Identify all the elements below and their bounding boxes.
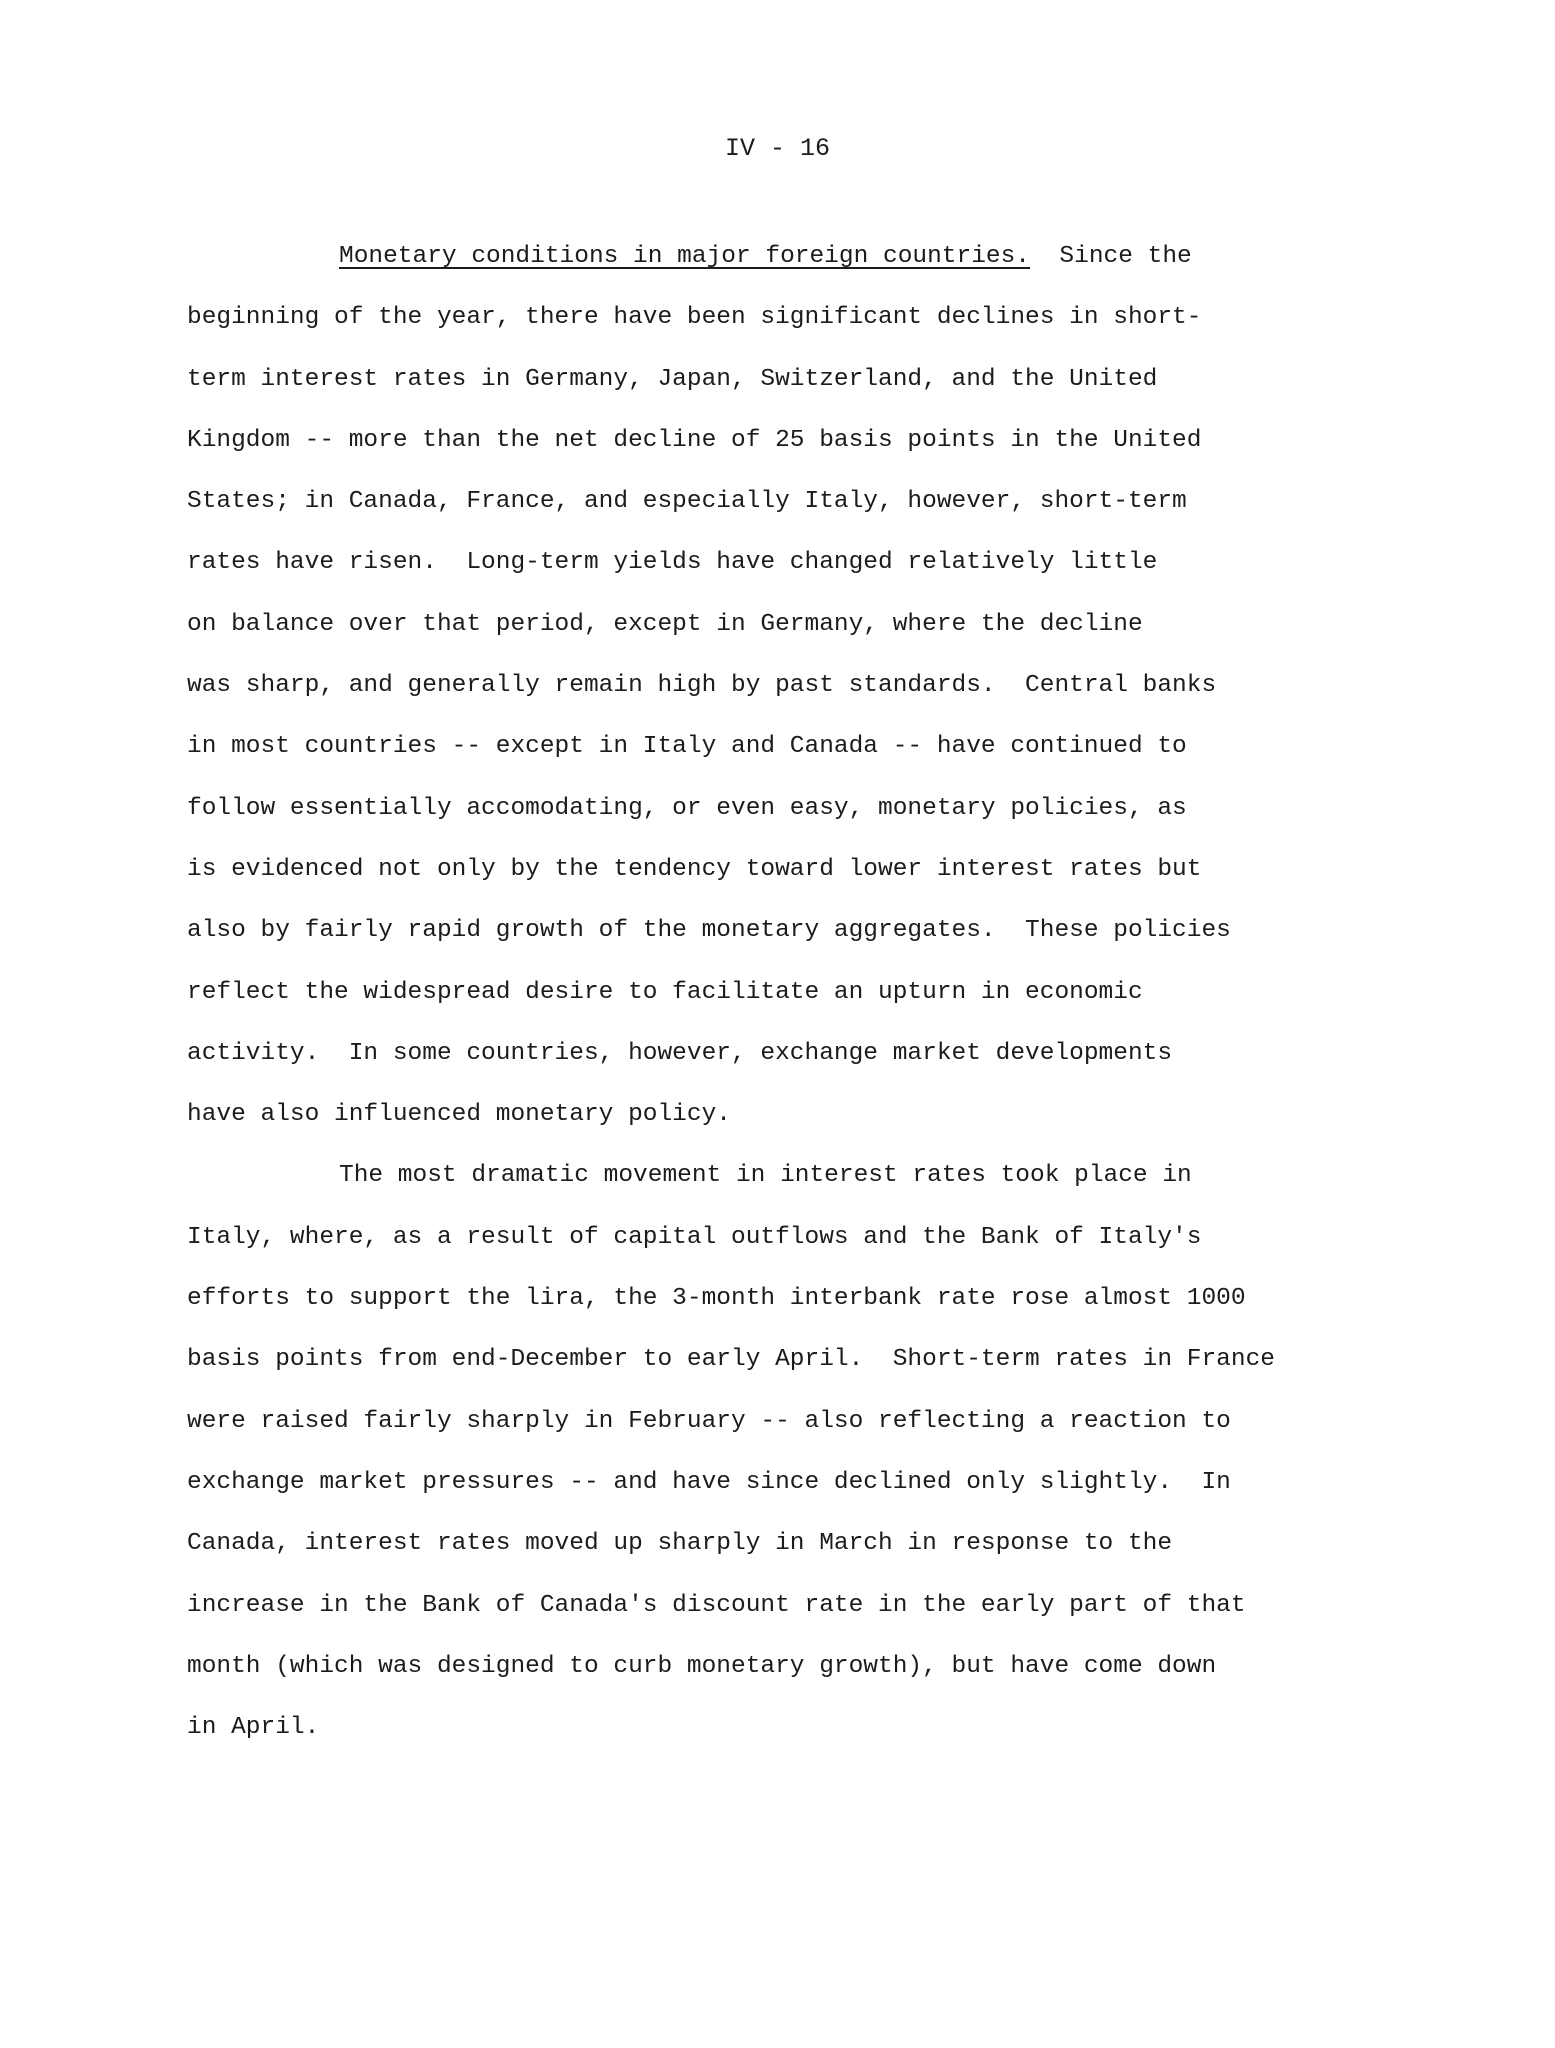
- text-line: Italy, where, as a result of capital outflows and the Bank of Italy's: [187, 1223, 1202, 1251]
- text-line: also by fairly rapid growth of the monetary aggregates. These policies: [187, 917, 1231, 945]
- text-line: exchange market pressures -- and have since declined only slightly. In: [187, 1468, 1231, 1496]
- page-number: IV - 16: [724, 134, 831, 163]
- text-line: have also influenced monetary policy.: [187, 1101, 731, 1129]
- text-line: States; in Canada, France, and especially Italy, however, short-term: [187, 488, 1187, 516]
- text-line: month (which was designed to curb monetary growth), but have come down: [187, 1652, 1217, 1680]
- text-line: in April.: [187, 1714, 320, 1742]
- text-line: activity. In some countries, however, exchange market developments: [187, 1039, 1173, 1067]
- text-line: is evidenced not only by the tendency toward lower interest rates but: [187, 855, 1202, 883]
- text-line: was sharp, and generally remain high by past standards. Central banks: [187, 672, 1217, 700]
- text-line: basis points from end-December to early April. Short-term rates in France: [187, 1346, 1275, 1374]
- text-line: term interest rates in Germany, Japan, Switzerland, and the United: [187, 365, 1158, 393]
- text-line: on balance over that period, except in Germany, where the decline: [187, 610, 1143, 638]
- text-line: were raised fairly sharply in February -- also reflecting a reaction to: [187, 1407, 1231, 1435]
- text-line: rates have risen. Long-term yields have changed relatively little: [187, 549, 1158, 577]
- paragraph-interest-rate-movements: [187, 1145, 1387, 1758]
- text-line: follow essentially accomodating, or even easy, monetary policies, as: [187, 794, 1187, 822]
- text-line: in most countries -- except in Italy and Canada -- have continued to: [187, 733, 1187, 761]
- paragraph-monetary-conditions: [187, 226, 1387, 1145]
- text-line: Since the: [1030, 243, 1192, 270]
- paragraph-first-line: The most dramatic movement in interest rates took place in: [339, 1162, 1192, 1190]
- section-heading: Monetary conditions in major foreign countries.: [339, 243, 1031, 270]
- paragraph-first-line: [187, 226, 1387, 287]
- text-line: beginning of the year, there have been significant declines in short-: [187, 304, 1202, 332]
- text-line: reflect the widespread desire to facilitate an upturn in economic: [187, 978, 1143, 1006]
- body-text: [187, 226, 1387, 1758]
- text-line: efforts to support the lira, the 3-month interbank rate rose almost 1000: [187, 1285, 1246, 1313]
- text-line: increase in the Bank of Canada's discount rate in the early part of that: [187, 1591, 1246, 1619]
- text-line: Canada, interest rates moved up sharply in March in response to the: [187, 1530, 1173, 1558]
- text-line: Kingdom -- more than the net decline of 25 basis points in the United: [187, 426, 1202, 454]
